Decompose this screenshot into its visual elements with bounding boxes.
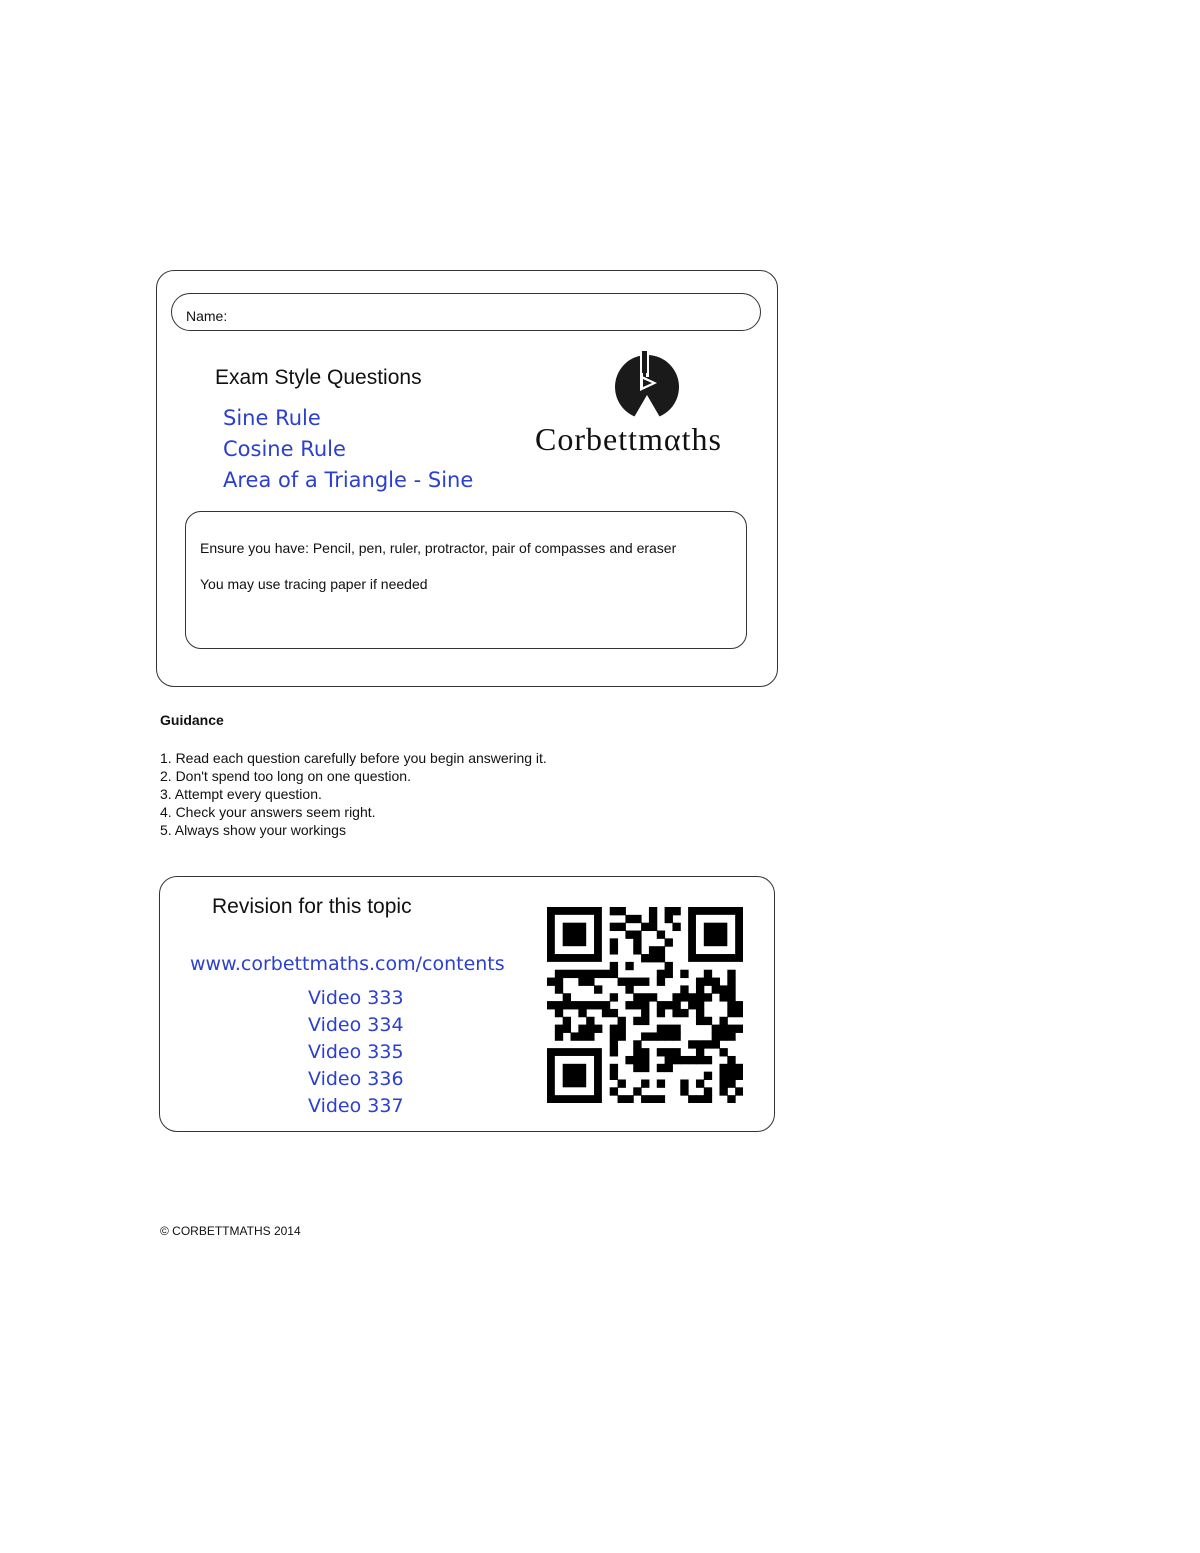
video-link[interactable]: Video 334 bbox=[308, 1014, 404, 1036]
video-link[interactable]: Video 337 bbox=[308, 1095, 404, 1117]
guidance-item: 5. Always show your workings bbox=[160, 822, 346, 838]
corbettmaths-logo-icon bbox=[607, 351, 687, 419]
guidance-list bbox=[160, 749, 547, 839]
copyright-text: © CORBETTMATHS 2014 bbox=[160, 1224, 301, 1238]
exam-cover-card bbox=[156, 270, 778, 687]
name-field[interactable] bbox=[171, 293, 761, 331]
guidance-item: 4. Check your answers seem right. bbox=[160, 804, 376, 820]
equipment-line: Ensure you have: Pencil, pen, ruler, protractor, pair of compasses and eraser bbox=[200, 540, 677, 556]
guidance-item: 2. Don't spend too long on one question. bbox=[160, 768, 411, 784]
topic-item: Area of a Triangle - Sine bbox=[223, 468, 474, 492]
guidance-title: Guidance bbox=[160, 712, 224, 728]
corbettmaths-logo bbox=[535, 351, 749, 461]
name-label: Name: bbox=[186, 308, 228, 324]
video-link[interactable]: Video 333 bbox=[308, 987, 404, 1009]
revision-url-link[interactable]: www.corbettmaths.com/contents bbox=[190, 953, 505, 975]
revision-card bbox=[159, 876, 775, 1132]
video-link[interactable]: Video 335 bbox=[308, 1041, 404, 1063]
logo-text: Corbettmαths bbox=[535, 421, 722, 457]
topic-list bbox=[223, 403, 473, 496]
topic-item: Sine Rule bbox=[223, 406, 321, 430]
equipment-box bbox=[185, 511, 747, 649]
equipment-line: You may use tracing paper if needed bbox=[200, 576, 428, 592]
guidance-item: 1. Read each question carefully before you begin answering it. bbox=[160, 750, 547, 766]
topic-item: Cosine Rule bbox=[223, 437, 346, 461]
guidance-item: 3. Attempt every question. bbox=[160, 786, 322, 802]
exam-title: Exam Style Questions bbox=[215, 366, 422, 389]
qr-code-icon bbox=[547, 907, 743, 1108]
video-link[interactable]: Video 336 bbox=[308, 1068, 404, 1090]
video-list bbox=[308, 985, 404, 1120]
revision-title: Revision for this topic bbox=[212, 895, 412, 918]
